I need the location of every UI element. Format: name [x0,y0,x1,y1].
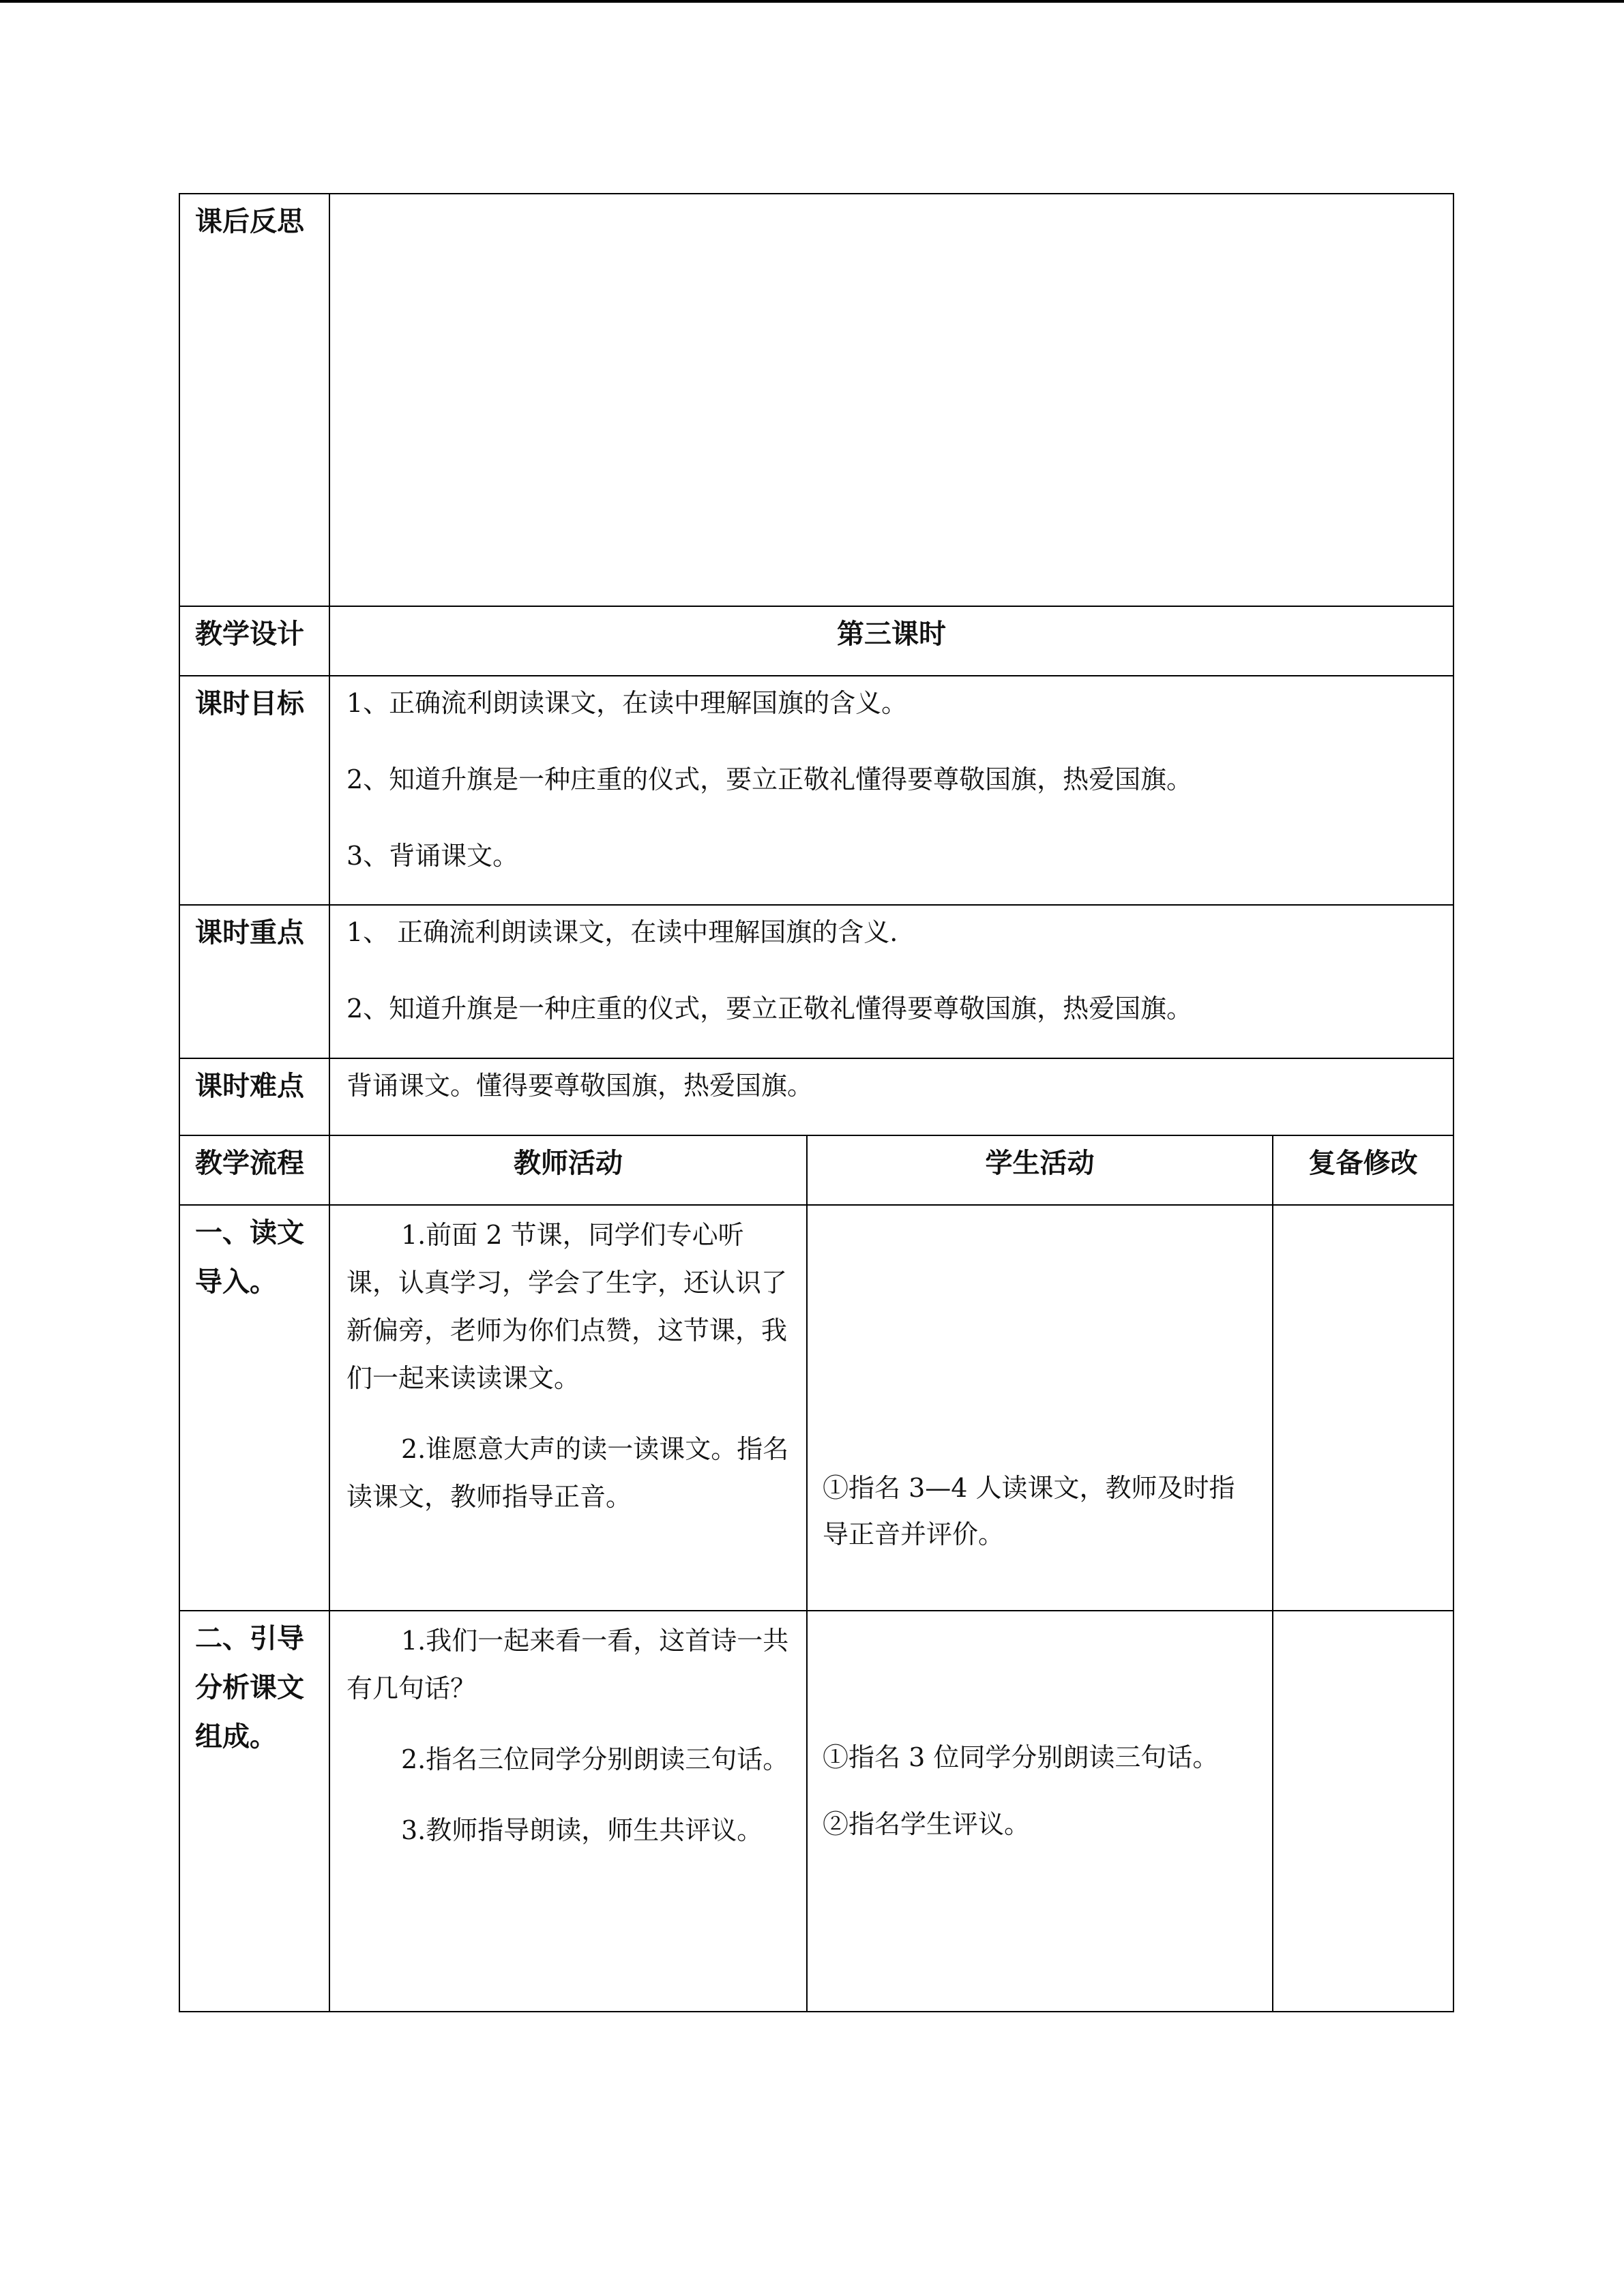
difficulty-row [179,1058,1453,1135]
reflection-row [179,194,1453,606]
teacher-step: 1.我们一起来看一看，这首诗一共有几句话？ [346,1626,789,1703]
stage-row [179,1205,1453,1611]
objectives-content [329,676,1453,905]
student-activity-cell [807,1611,1273,2012]
student-step: ①指名 3—4 人读课文，教师及时指导正音并评价。 [823,1473,1235,1549]
header-student-activity: 学生活动 [807,1135,1273,1205]
lesson-plan-table [179,193,1454,2012]
objective-item: 2、知道升旗是一种庄重的仪式，要立正敬礼懂得要尊敬国旗，热爱国旗。 [346,764,1193,794]
teacher-activity-cell [329,1611,807,2012]
stage-name: 一、读文导入。 [179,1205,329,1611]
teacher-step: 3.教师指导朗读，师生共评议。 [401,1815,763,1845]
header-process: 教学流程 [179,1135,329,1205]
objective-item: 3、背诵课文。 [346,841,519,871]
page-top-rule [0,0,1624,3]
stage-name: 二、引导分析课文组成。 [179,1611,329,2012]
teacher-step: 1.前面 2 节课，同学们专心听课，认真学习，学会了生字，还认识了新偏旁，老师为你们点赞，这节课，我们一起来读读课文。 [346,1220,788,1393]
keypoints-content [329,905,1453,1058]
revision-cell[interactable] [1273,1205,1453,1611]
difficulty-label: 课时难点 [179,1058,329,1135]
student-step: ①指名 3 位同学分别朗读三句话。 [823,1742,1219,1772]
header-teacher-activity: 教师活动 [329,1135,807,1205]
teacher-step: 2.指名三位同学分别朗读三句话。 [401,1744,789,1774]
difficulty-text: 背诵课文。懂得要尊敬国旗，热爱国旗。 [346,1071,814,1101]
student-activity-cell [807,1205,1273,1611]
teacher-step: 2.谁愿意大声的读一读课文。指名读课文，教师指导正音。 [346,1434,789,1512]
process-header-row [179,1135,1453,1205]
revision-cell[interactable] [1273,1611,1453,2012]
difficulty-content [329,1058,1453,1135]
stage-row [179,1611,1453,2012]
keypoints-row [179,905,1453,1058]
student-step: ②指名学生评议。 [823,1809,1031,1839]
keypoint-item: 2、知道升旗是一种庄重的仪式，要立正敬礼懂得要尊敬国旗，热爱国旗。 [346,994,1193,1024]
objectives-row [179,676,1453,905]
objectives-label: 课时目标 [179,676,329,905]
header-revision: 复备修改 [1273,1135,1453,1205]
keypoints-label: 课时重点 [179,905,329,1058]
reflection-label: 课后反思 [179,194,329,606]
objective-item: 1、正确流利朗读课文，在读中理解国旗的含义。 [346,688,908,718]
reflection-content[interactable] [329,194,1453,606]
keypoint-item: 1、 正确流利朗读课文，在读中理解国旗的含义. [346,917,898,947]
design-row [179,606,1453,676]
teacher-activity-cell [329,1205,807,1611]
lesson-period-title: 第三课时 [329,606,1453,676]
design-label: 教学设计 [179,606,329,676]
